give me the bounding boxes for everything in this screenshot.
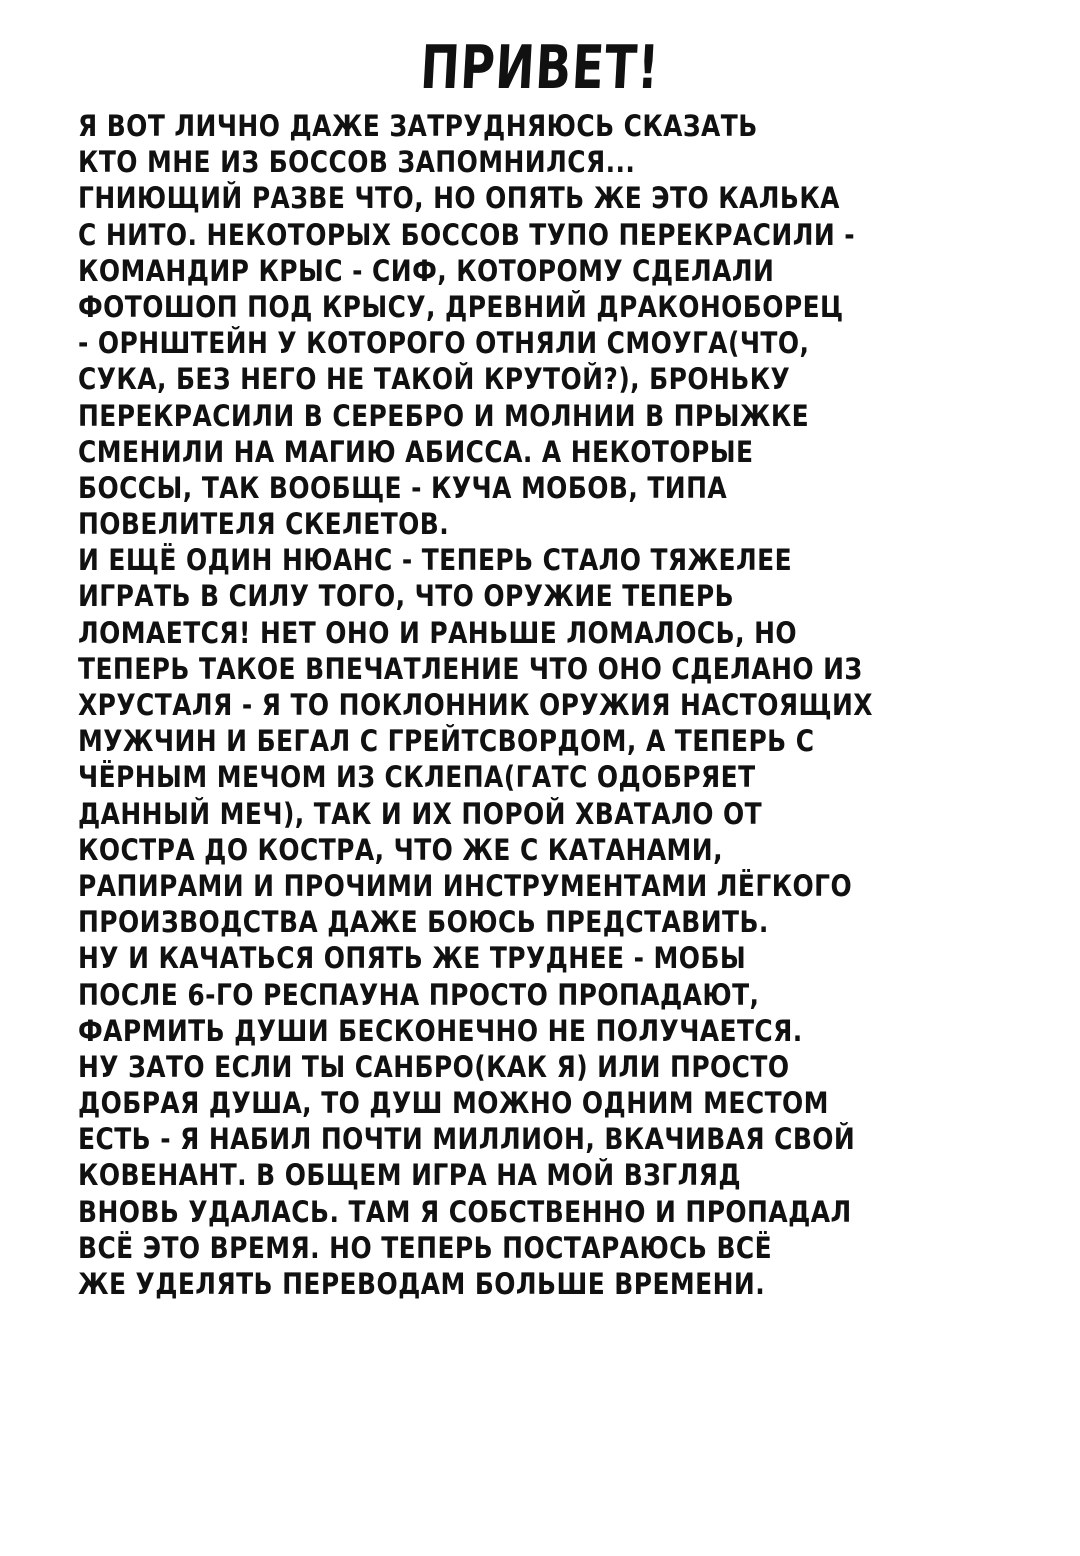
text-line: ФАРМИТЬ ДУШИ БЕСКОНЕЧНО НЕ ПОЛУЧАЕТСЯ. — [78, 1013, 803, 1048]
text-line: НУ ЗАТО ЕСЛИ ТЫ САНБРО(КАК Я) ИЛИ ПРОСТО — [78, 1049, 790, 1084]
text-line: ИГРАТЬ В СИЛУ ТОГО, ЧТО ОРУЖИЕ ТЕПЕРЬ — [78, 579, 735, 614]
text-line: ЖЕ УДЕЛЯТЬ ПЕРЕВОДАМ БОЛЬШЕ ВРЕМЕНИ. — [78, 1267, 766, 1301]
text-line: ТЕПЕРЬ ТАКОЕ ВПЕЧАТЛЕНИЕ ЧТО ОНО СДЕЛАНО ИЗ — [78, 651, 863, 686]
text-line: РАПИРАМИ И ПРОЧИМИ ИНСТРУМЕНТАМИ ЛЁГКОГО — [78, 868, 853, 903]
text-line: СМЕНИЛИ НА МАГИЮ АБИССА. А НЕКОТОРЫЕ — [78, 434, 754, 469]
text-line: - ОРНШТЕЙН У КОТОРОГО ОТНЯЛИ СМОУГА(ЧТО, — [78, 326, 810, 361]
text-line: ГНИЮЩИЙ РАЗВЕ ЧТО, НО ОПЯТЬ ЖЕ ЭТО КАЛЬКА — [78, 181, 840, 216]
page-title: ПРИВЕТ! — [418, 33, 662, 103]
text-line: ЛОМАЕТСЯ! НЕТ ОНО И РАНЬШЕ ЛОМАЛОСЬ, НО — [78, 615, 798, 650]
text-line: ПОСЛЕ 6-ГО РЕСПАУНА ПРОСТО ПРОПАДАЮТ, — [78, 977, 760, 1012]
text-line: ХРУСТАЛЯ - Я ТО ПОКЛОННИК ОРУЖИЯ НАСТОЯЩИХ — [78, 688, 873, 722]
text-line: КОВЕНАНТ. В ОБЩЕМ ИГРА НА МОЙ ВЗГЛЯД — [78, 1158, 742, 1193]
text-line: КОСТРА ДО КОСТРА, ЧТО ЖЕ С КАТАНАМИ, — [78, 832, 724, 867]
text-line: КТО МНЕ ИЗ БОССОВ ЗАПОМНИЛСЯ... — [78, 145, 636, 180]
text-line: ДОБРАЯ ДУША, ТО ДУШ МОЖНО ОДНИМ МЕСТОМ — [78, 1086, 829, 1121]
text-line: ПРОИЗВОДСТВА ДАЖЕ БОЮСЬ ПРЕДСТАВИТЬ. — [78, 905, 769, 940]
text-line: ПОВЕЛИТЕЛЯ СКЕЛЕТОВ. — [78, 507, 450, 542]
text-line: МУЖЧИН И БЕГАЛ С ГРЕЙТСВОРДОМ, А ТЕПЕРЬ С — [78, 724, 815, 759]
text-line: С НИТО. НЕКОТОРЫХ БОССОВ ТУПО ПЕРЕКРАСИЛИ - — [78, 217, 856, 252]
text-line: ВСЁ ЭТО ВРЕМЯ. НО ТЕПЕРЬ ПОСТАРАЮСЬ ВСЁ — [78, 1230, 773, 1265]
text-line: НУ И КАЧАТЬСЯ ОПЯТЬ ЖЕ ТРУДНЕЕ - МОБЫ — [78, 941, 747, 976]
text-line: ЕСТЬ - Я НАБИЛ ПОЧТИ МИЛЛИОН, ВКАЧИВАЯ СВОЙ — [78, 1122, 856, 1157]
text-line: ЧЁРНЫМ МЕЧОМ ИЗ СКЛЕПА(ГАТС ОДОБРЯЕТ — [78, 760, 756, 795]
text-line: СУКА, БЕЗ НЕГО НЕ ТАКОЙ КРУТОЙ?), БРОНЬКУ — [78, 362, 791, 397]
text-line: БОССЫ, ТАК ВООБЩЕ - КУЧА МОБОВ, ТИПА — [78, 470, 728, 505]
body-text — [78, 108, 1068, 1302]
text-line: И ЕЩЁ ОДИН НЮАНС - ТЕПЕРЬ СТАЛО ТЯЖЕЛЕЕ — [78, 543, 793, 578]
text-line: ВНОВЬ УДАЛАСЬ. ТАМ Я СОБСТВЕННО И ПРОПАДАЛ — [78, 1194, 852, 1229]
text-line: ДАННЫЙ МЕЧ), ТАК И ИХ ПОРОЙ ХВАТАЛО ОТ — [78, 796, 763, 831]
text-line: КОМАНДИР КРЫС - СИФ, КОТОРОМУ СДЕЛАЛИ — [78, 253, 775, 288]
text-line: ФОТОШОП ПОД КРЫСУ, ДРЕВНИЙ ДРАКОНОБОРЕЦ — [78, 289, 844, 324]
text-line: ПЕРЕКРАСИЛИ В СЕРЕБРО И МОЛНИИ В ПРЫЖКЕ — [78, 398, 810, 433]
text-line: Я ВОТ ЛИЧНО ДАЖЕ ЗАТРУДНЯЮСЬ СКАЗАТЬ — [78, 109, 758, 143]
